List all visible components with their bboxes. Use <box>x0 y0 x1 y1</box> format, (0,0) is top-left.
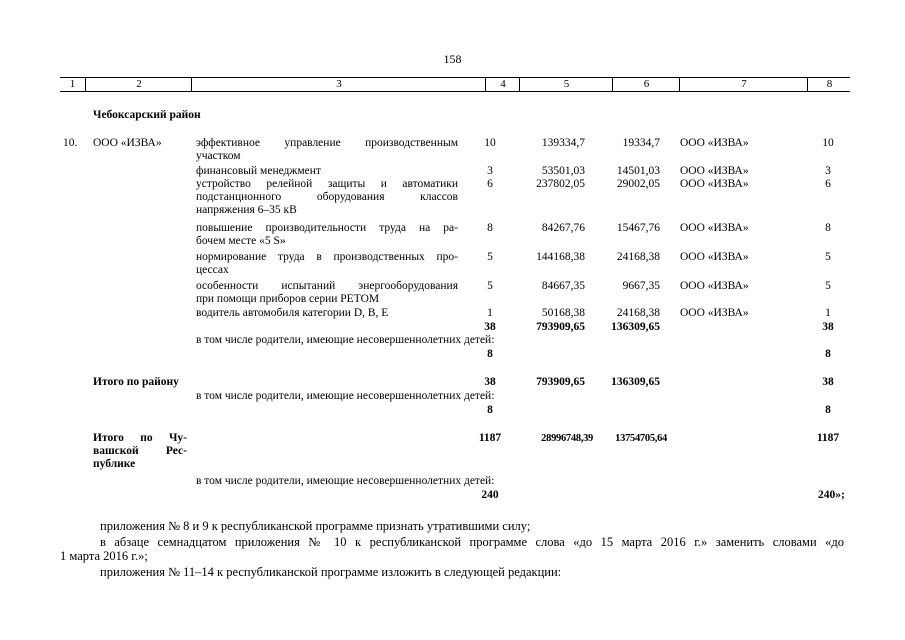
cell-total-cost: 793909,65 <box>536 321 585 333</box>
cell-people: 10 <box>484 137 496 149</box>
course-name: финансовый менеджмент <box>196 165 321 177</box>
course-name-cont: цессах <box>196 264 229 276</box>
cell-total-cost: 50168,38 <box>541 307 585 319</box>
cell-people: 38 <box>484 376 496 388</box>
header-col-5: 5 <box>519 78 613 91</box>
header-col-4: 4 <box>485 78 520 91</box>
cell-people: 6 <box>487 178 493 190</box>
course-name: устройство релейной защиты и автоматики <box>196 178 458 190</box>
cell-executor: ООО «ИЗВА» <box>680 307 749 319</box>
cell-people: 8 <box>487 222 493 234</box>
paragraph-deadline-change <box>60 535 844 549</box>
header-col-8: 8 <box>807 78 851 91</box>
republic-total-label-cont: публике <box>93 458 136 470</box>
course-name-cont: напряжения 6–35 кВ <box>196 204 297 216</box>
entry-number: 10. <box>63 137 78 149</box>
cell-people: 3 <box>487 165 493 177</box>
cell-cofinance: 136309,65 <box>611 376 660 388</box>
paragraph-text: приложения № 8 и 9 к республиканской программе признать утратившими силу; <box>100 519 531 533</box>
cell-people: 240 <box>481 489 499 501</box>
course-name: особенности испытаний энергооборудования <box>196 280 458 292</box>
header-col-7: 7 <box>679 78 808 91</box>
header-col-2: 2 <box>85 78 192 91</box>
cell-total-cost: 53501,03 <box>541 165 585 177</box>
cell-people: 8 <box>487 404 493 416</box>
cell-total-cost: 84267,76 <box>541 222 585 234</box>
cell-count: 8 <box>825 348 831 360</box>
organization-name: ООО «ИЗВА» <box>93 137 162 149</box>
district-total-label: Итого по району <box>93 376 179 388</box>
cell-executor: ООО «ИЗВА» <box>680 137 749 149</box>
course-name: водитель автомобиля категории D, B, E <box>196 307 389 319</box>
cell-count: 240»; <box>818 489 845 501</box>
cell-executor: ООО «ИЗВА» <box>680 222 749 234</box>
cell-count: 1187 <box>816 432 840 444</box>
parents-label: в том числе родители, имеющие несовершеннолетних детей: <box>196 334 495 346</box>
cell-count: 5 <box>825 251 831 263</box>
cell-cofinance: 29002,05 <box>616 178 660 190</box>
cell-cofinance: 19334,7 <box>622 137 660 149</box>
page-number: 158 <box>443 52 462 66</box>
cell-count: 6 <box>825 178 831 190</box>
cell-count: 1 <box>825 307 831 319</box>
cell-count: 10 <box>822 137 834 149</box>
paragraph-appendices-void <box>60 519 844 533</box>
cell-people: 1187 <box>478 432 502 444</box>
course-name: повышение производительности труда на ра- <box>196 222 458 234</box>
course-name-cont: подстанционного оборудования классов <box>196 191 458 203</box>
cell-count: 38 <box>822 376 834 388</box>
cell-cofinance: 9667,35 <box>622 280 660 292</box>
cell-total-cost: 28996748,39 <box>541 433 593 444</box>
cell-executor: ООО «ИЗВА» <box>680 178 749 190</box>
course-name-cont: при помощи приборов серии РЕТОМ <box>196 293 380 305</box>
cell-executor: ООО «ИЗВА» <box>680 165 749 177</box>
course-name-cont: участком <box>196 150 241 162</box>
cell-cofinance: 24168,38 <box>616 307 660 319</box>
cell-people: 8 <box>487 348 493 360</box>
course-name-cont: бочем месте «5 S» <box>196 235 286 247</box>
republic-total-label-cont: вашской Рес- <box>93 445 187 457</box>
paragraph-text: приложения № 11–14 к республиканской программе изложить в следующей редакции: <box>100 565 562 579</box>
cell-count: 8 <box>825 222 831 234</box>
parents-label: в том числе родители, имеющие несовершеннолетних детей: <box>196 390 495 402</box>
cell-cofinance: 15467,76 <box>616 222 660 234</box>
paragraph-text: в абзаце семнадцатом приложения № 10 к республиканской программе слова «до 15 марта 2016 г.» заменить словами «до <box>100 535 844 549</box>
header-col-3: 3 <box>191 78 486 91</box>
table-header-row <box>60 77 850 92</box>
paragraph-appendices-new <box>60 565 844 579</box>
cell-people: 5 <box>487 251 493 263</box>
cell-executor: ООО «ИЗВА» <box>680 251 749 263</box>
cell-total-cost: 139334,7 <box>541 137 585 149</box>
cell-count: 8 <box>825 404 831 416</box>
cell-count: 38 <box>822 321 834 333</box>
course-name: нормирование труда в производственных про- <box>196 251 458 263</box>
cell-people: 1 <box>487 307 493 319</box>
header-col-6: 6 <box>612 78 680 91</box>
course-name: эффективное управление производственным <box>196 137 458 149</box>
cell-total-cost: 144168,38 <box>536 251 585 263</box>
cell-cofinance: 24168,38 <box>616 251 660 263</box>
cell-executor: ООО «ИЗВА» <box>680 280 749 292</box>
cell-cofinance: 13754705,64 <box>615 433 667 444</box>
republic-total-label: Итого по Чу- <box>93 432 187 444</box>
cell-cofinance: 136309,65 <box>611 321 660 333</box>
cell-total-cost: 84667,35 <box>541 280 585 292</box>
paragraph-deadline-change-cont: 1 марта 2016 г.»; <box>60 549 148 563</box>
cell-count: 5 <box>825 280 831 292</box>
cell-total-cost: 793909,65 <box>536 376 585 388</box>
cell-people: 38 <box>484 321 496 333</box>
cell-count: 3 <box>825 165 831 177</box>
cell-total-cost: 237802,05 <box>536 178 585 190</box>
cell-people: 5 <box>487 280 493 292</box>
district-name: Чебоксарский район <box>93 109 201 121</box>
cell-cofinance: 14501,03 <box>616 165 660 177</box>
parents-label: в том числе родители, имеющие несовершеннолетних детей: <box>196 475 495 487</box>
header-col-1: 1 <box>69 78 76 90</box>
